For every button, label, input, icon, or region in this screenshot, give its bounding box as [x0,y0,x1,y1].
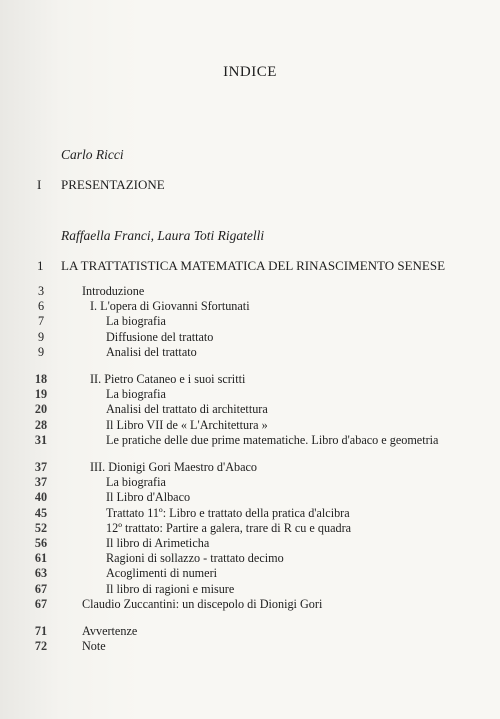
entry-title: Le pratiche delle due prime matematiche. Libro d'abaco e geometria [106,432,439,447]
entry-title: Il libro di Arimeticha [106,536,210,550]
page-number: 37 [34,460,48,474]
entry-title: Claudio Zuccantini: un discepolo di Dionigi Gori [82,596,323,611]
toc-entry [0,489,500,505]
toc-entry [0,505,500,521]
entry-title: 12º trattato: Partire a galera, trare di R cu e quadra [106,520,352,535]
entry-title: La biografia [106,475,166,490]
section-number: 1 [37,258,44,273]
page-number: 9 [37,329,45,344]
section-number: I [37,177,42,192]
page-number: 18 [34,372,48,386]
toc-entry [0,638,500,654]
entry-title: Analisi del trattato di architettura [106,402,268,417]
page-number: 72 [34,639,48,654]
page-number: 67 [34,596,48,611]
toc-entry [0,596,500,612]
entry-title: Il Libro VII de « L'Architettura » [106,417,268,432]
entry-title: Trattato 11º: Libro e trattato della pratica d'alcibra [106,505,350,520]
toc-entry [0,550,500,566]
toc-entry [0,581,500,597]
toc-entry [0,386,500,402]
section-title: LA TRATTATISTICA MATEMATICA DEL RINASCIMENTO SENESE [61,258,446,273]
entry-title: Note [82,639,106,654]
entry-title: III. Dionigi Gori Maestro d'Abaco [90,460,258,474]
toc-entry [0,459,500,475]
author-franci-rigatelli: Raffaella Franci, Laura Toti Rigatelli [61,228,265,243]
page-number: 3 [37,284,45,298]
section-title: PRESENTAZIONE [61,177,165,192]
page-title: INDICE [223,64,277,80]
page-number: 71 [34,624,48,638]
toc-entry [0,371,500,387]
toc-entry [0,313,500,329]
entry-title: Acoglimenti di numeri [106,566,218,581]
toc-entry [0,474,500,490]
entry-title: Introduzione [82,284,145,298]
toc-entry [0,623,500,639]
entry-title: I. L'opera di Giovanni Sfortunati [90,299,250,314]
page-number: 67 [34,581,48,596]
page-number: 20 [34,402,48,417]
entry-title: La biografia [106,387,166,402]
page-number: 61 [34,551,48,566]
page-number: 28 [34,417,48,432]
toc-entry [0,432,500,448]
toc-entry [0,401,500,417]
page-number: 7 [37,314,45,329]
page-number: 56 [34,536,48,550]
entry-title: Avvertenze [82,624,138,638]
entry-title: Il Libro d'Albaco [106,490,191,505]
toc-entry [0,417,500,433]
page-number: 19 [34,387,48,402]
page-number: 31 [34,432,48,447]
toc-entry [0,535,500,551]
entry-title: Il libro di ragioni e misure [106,581,235,596]
page-number: 45 [34,505,48,520]
page-number: 40 [34,490,48,505]
toc-entry [0,344,500,360]
entry-title: La biografia [106,314,166,329]
page-number: 6 [37,299,45,314]
entry-title: Diffusione del trattato [106,329,214,344]
toc-entry [0,520,500,536]
toc-entry [0,283,500,299]
entry-title: II. Pietro Cataneo e i suoi scritti [90,372,246,386]
toc-entry [0,565,500,581]
page-number: 9 [37,344,45,359]
page-number: 52 [34,520,48,535]
entry-title: Ragioni di sollazzo - trattato decimo [106,551,284,566]
author-carlo-ricci: Carlo Ricci [61,147,124,162]
page-number: 37 [34,475,48,490]
toc-entry [0,298,500,314]
entry-title: Analisi del trattato [106,344,197,359]
page-number: 63 [34,566,48,581]
toc-entry [0,329,500,345]
